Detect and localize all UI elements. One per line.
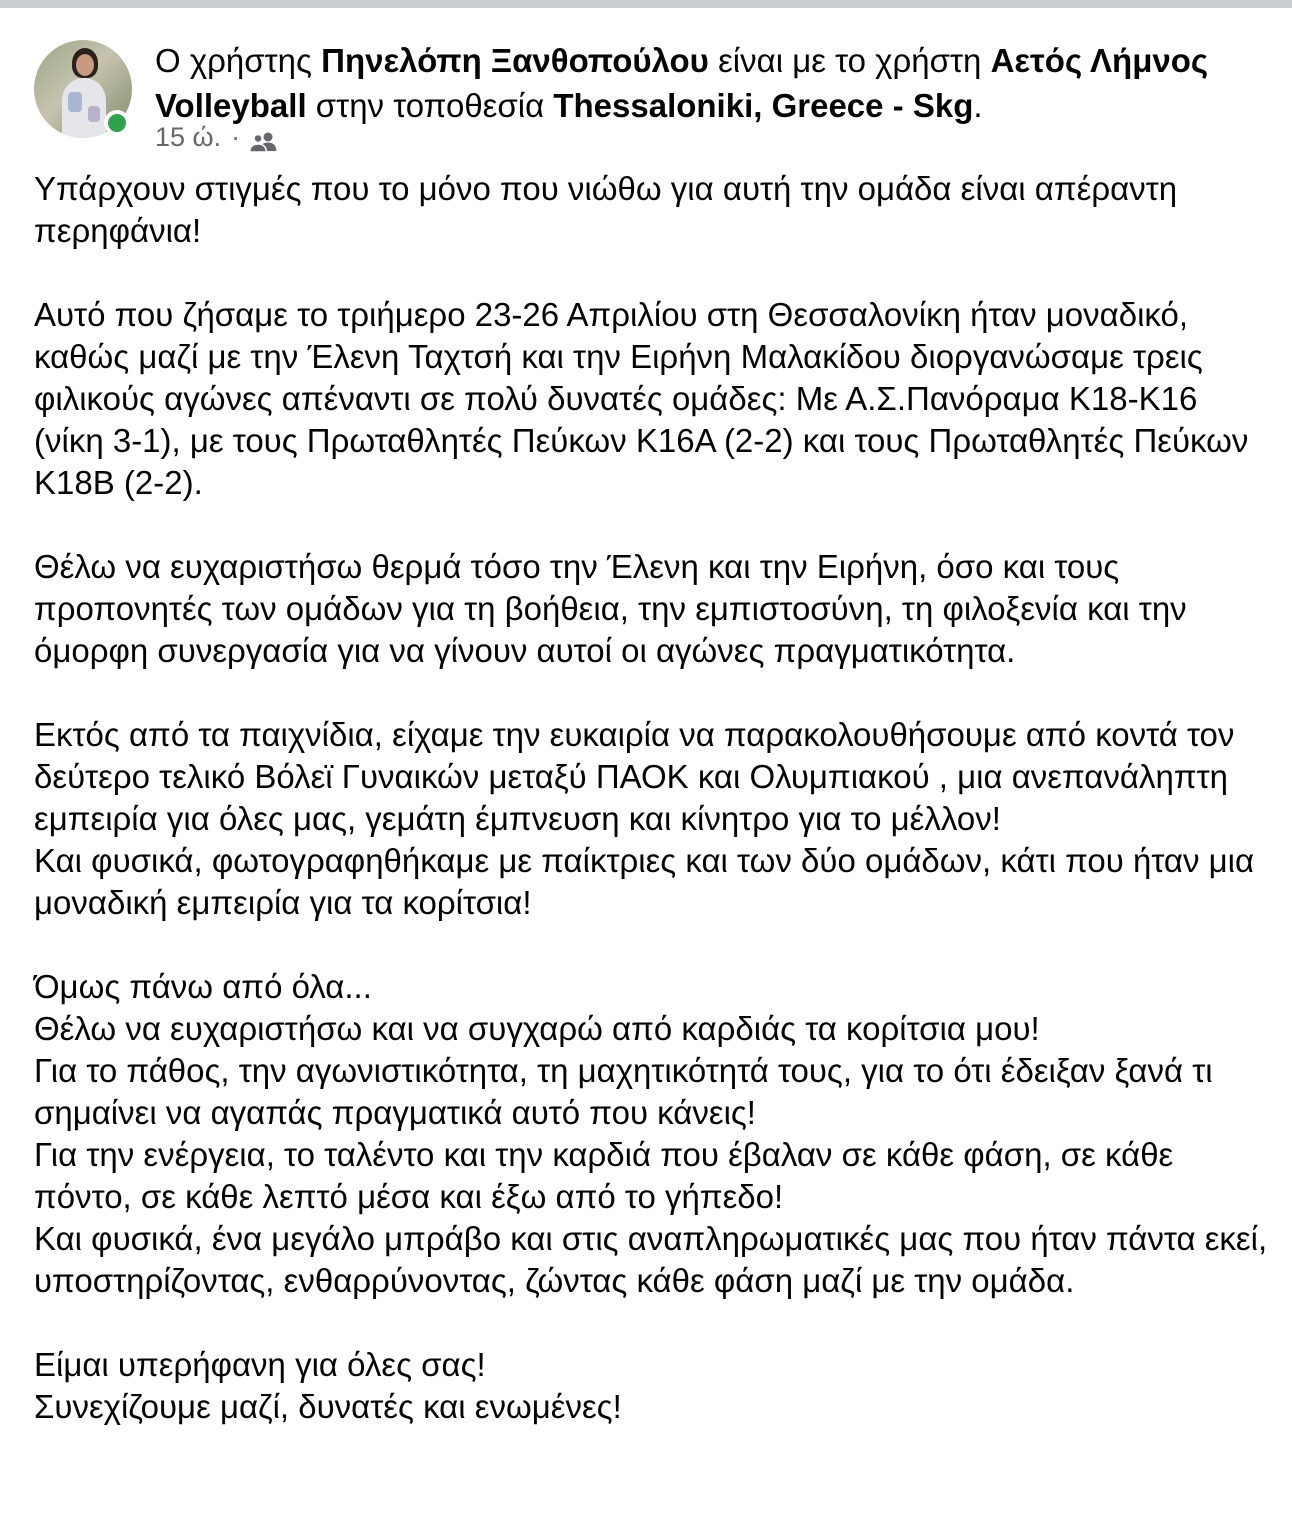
paragraph xyxy=(34,168,1274,252)
paragraph xyxy=(34,966,1274,1302)
text-line: Είμαι υπερήφανη για όλες σας! xyxy=(34,1346,486,1383)
header-with-text: είναι με το χρήστη xyxy=(718,42,982,79)
text-line: Για το πάθος, την αγωνιστικότητα, τη μαχητικότητά τους, για το ότι έδειξαν ξανά τι σημαίνει να αγαπάς πραγματικά αυτό που κάνεις! xyxy=(34,1052,1213,1131)
meta-separator: · xyxy=(231,122,241,152)
text-line: Συνεχίζουμε μαζί, δυνατές και ενωμένες! xyxy=(34,1388,622,1425)
location-link[interactable]: Thessaloniki, Greece - Skg xyxy=(553,87,974,124)
online-status-icon xyxy=(104,110,130,136)
author-name-link[interactable]: Πηνελόπη Ξανθοπούλου xyxy=(321,42,709,79)
text-line: Και φυσικά, φωτογραφηθήκαμε με παίκτριες και των δύο ομάδων, κάτι που ήταν μια μοναδική εμπειρία για τα κορίτσια! xyxy=(34,842,1255,921)
top-divider xyxy=(0,0,1292,8)
text-line: Εκτός από τα παιχνίδια, είχαμε την ευκαιρία να παρακολουθήσουμε από κοντά τον δεύτερο τελικό Βόλεϊ Γυναικών μεταξύ ΠΑΟΚ και Ολυμπιακού , μια ανεπανάληπτη εμπειρία για όλες μας, γεμάτη έμπνευση και κίνητρο για το μέλλον! xyxy=(34,716,1235,837)
post-header xyxy=(155,38,1265,128)
author-avatar[interactable] xyxy=(34,40,132,138)
header-prefix: Ο χρήστης xyxy=(155,42,312,79)
text-line: Υπάρχουν στιγμές που το μόνο που νιώθω για αυτή την ομάδα είναι απέραντη περηφάνια! xyxy=(34,170,1178,249)
tagged-page-link[interactable]: Αετός Λήμνος Volleyball xyxy=(155,42,1209,124)
header-location-text: στην τοποθεσία xyxy=(315,87,545,124)
paragraph xyxy=(34,1344,1274,1428)
text-line: Αυτό που ζήσαμε το τριήμερο 23-26 Απριλίου στη Θεσσαλονίκη ήταν μοναδικό, καθώς μαζί με την Έλενη Ταχτσή και την Ειρήνη Μαλακίδου διοργανώσαμε τρεις φιλικούς αγώνες απέναντι σε πολύ δυνατές ομάδες: Με Α.Σ.Πανόραμα Κ18-Κ16 (νίκη 3-1), με τους Πρωταθλητές Πεύκων Κ16Α (2-2) και τους Πρωταθλητές Πεύκων Κ18Β (2-2). xyxy=(34,296,1249,501)
text-line: Θέλω να ευχαριστήσω θερμά τόσο την Έλενη και την Ειρήνη, όσο και τους προπονητές των ομάδων για τη βοήθεια, την εμπιστοσύνη, τη φιλοξενία και την όμορφη συνεργασία για να γίνουν αυτοί οι αγώνες πραγματικότητα. xyxy=(34,548,1187,669)
paragraph xyxy=(34,546,1274,672)
paragraph xyxy=(34,714,1274,924)
post-body xyxy=(34,168,1274,1428)
friends-icon[interactable] xyxy=(248,127,278,149)
text-line: Θέλω να ευχαριστήσω και να συγχαρώ από καρδιάς τα κορίτσια μου! xyxy=(34,1010,1040,1047)
text-line: Όμως πάνω από όλα... xyxy=(34,968,372,1005)
text-line: Για την ενέργεια, το ταλέντο και την καρδιά που έβαλαν σε κάθε φάση, σε κάθε πόντο, σε κάθε λεπτό μέσα και έξω από το γήπεδο! xyxy=(34,1136,1174,1215)
post-timestamp[interactable]: 15 ώ. xyxy=(155,122,222,152)
header-suffix: . xyxy=(973,87,983,124)
text-line: Και φυσικά, ένα μεγάλο μπράβο και στις αναπληρωματικές μας που ήταν πάντα εκεί, υποστηρίζοντας, ενθαρρύνοντας, ζώντας κάθε φάση μαζί με την ομάδα. xyxy=(34,1220,1268,1299)
post-meta xyxy=(155,120,278,154)
paragraph xyxy=(34,294,1274,504)
